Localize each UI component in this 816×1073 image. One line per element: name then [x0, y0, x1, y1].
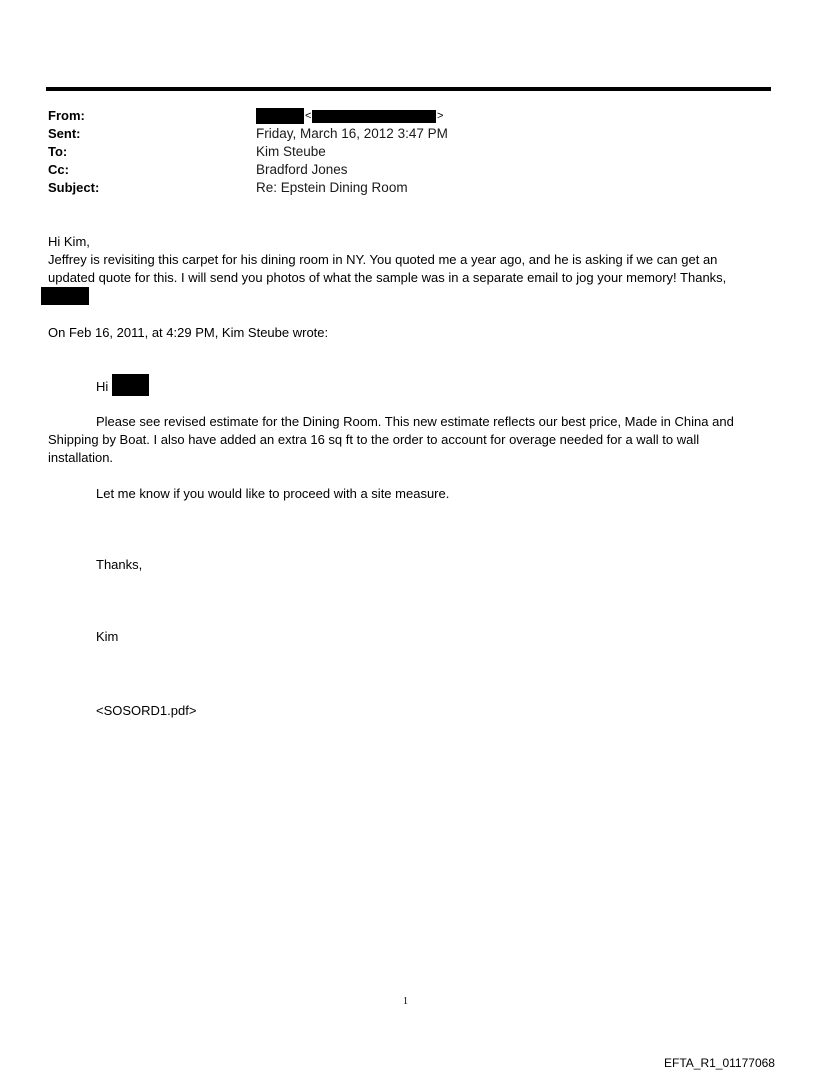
quote-para1-line2: Shipping by Boat. I also have added an extra 16 sq ft to the order to account for overage needed for a wall to wall [48, 432, 700, 447]
subject-label: Subject: [48, 180, 100, 195]
from-close-bracket: > [437, 110, 444, 122]
quote-para1-line1: Please see revised estimate for the Dining Room. This new estimate reflects our best price, Made in China and [96, 414, 734, 429]
to-label: To: [48, 144, 68, 159]
sent-value: Friday, March 16, 2012 3:47 PM [256, 126, 448, 141]
from-label: From: [48, 108, 85, 123]
to-value: Kim Steube [256, 144, 326, 159]
quote-signature: Kim [96, 629, 119, 644]
quote-para1-line3: installation. [48, 450, 114, 465]
document-id: EFTA_R1_01177068 [664, 1056, 775, 1070]
greeting: Hi Kim, [48, 234, 90, 249]
recipient-name-redaction [112, 374, 149, 396]
sent-label: Sent: [48, 126, 81, 141]
from-email-redaction [312, 110, 436, 123]
quote-attribution: On Feb 16, 2011, at 4:29 PM, Kim Steube wrote: [48, 325, 329, 340]
cc-label: Cc: [48, 162, 69, 177]
quote-thanks: Thanks, [96, 557, 143, 572]
body-line-2: updated quote for this. I will send you photos of what the sample was in a separate email to jog your memory! Thanks, [48, 270, 727, 285]
from-name-redaction [256, 108, 304, 124]
quote-hi: Hi [96, 379, 109, 394]
body-line-1: Jeffrey is revisiting this carpet for his dining room in NY. You quoted me a year ago, and he is asking if we can get an [48, 252, 718, 267]
header-divider-rule [46, 87, 771, 91]
signature-redaction [41, 287, 89, 305]
page-number: 1 [403, 996, 408, 1007]
cc-value: Bradford Jones [256, 162, 348, 177]
attachment-name: <SOSORD1.pdf> [96, 703, 197, 718]
from-open-bracket: < [305, 110, 312, 122]
quote-para2: Let me know if you would like to proceed with a site measure. [96, 486, 450, 501]
subject-value: Re: Epstein Dining Room [256, 180, 408, 195]
